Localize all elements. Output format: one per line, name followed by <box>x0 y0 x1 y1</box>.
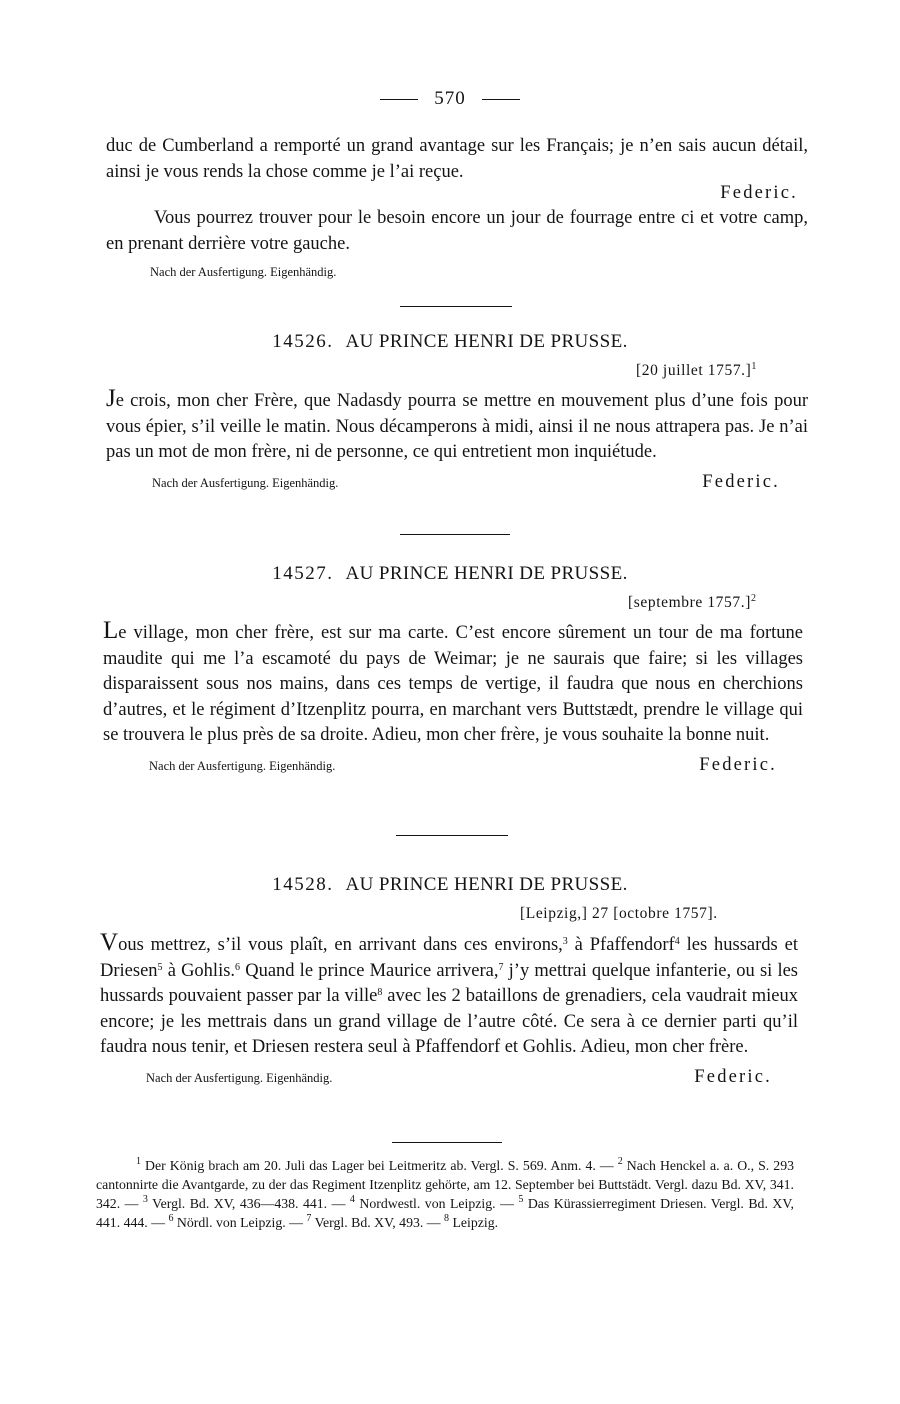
intro-letter-end <box>106 134 808 280</box>
letter-date-14528: [Leipzig,] 27 [octobre 1757]. <box>520 905 718 922</box>
dropcap: V <box>100 929 119 956</box>
letter-title: AU PRINCE HENRI DE PRUSSE. <box>345 331 628 352</box>
letter-footer-14526 <box>106 472 808 493</box>
separator-rule <box>396 835 508 836</box>
footnote-separator-rule <box>392 1142 502 1143</box>
page-number-dash-left <box>380 99 418 100</box>
letter-body-14528: Vous mettrez, s’il vous plaît, en arrivant dans ces environs,$^3$ à Pfaffendorf$^4$ les hussards et Driesen$^5$ à Gohlis.$^6$ Quand le prince Maurice arrivera,$^7$ j’y mettrai quelque infanterie, ou si les hussards pouvaient passer par la ville$^8$ avec les 2 bataillons de grenadiers, cela vaudrait mieux encore; je les mettrais dans un grand village de l’autre côté. Ce sera à ce dernier parti qu’il faudra nous tenir, et Driesen restera seul à Pfaffendorf et Gohlis. Adieu, mon cher frère. Nach der Ausfertigung. Eigenhändig. Federic. <box>100 929 798 1087</box>
footnote-ref: 6 <box>235 961 241 973</box>
dropcap: J <box>106 385 116 412</box>
footnote-ref: 8 <box>377 987 383 998</box>
letter-footer-14527 <box>103 755 803 776</box>
separator-rule <box>400 306 512 307</box>
letter-heading-14526 <box>0 331 900 353</box>
letter-footer-14528 <box>100 1067 798 1088</box>
letter-number: 14528. <box>272 874 334 895</box>
footnote-ref: 1 <box>751 361 758 372</box>
letter-body-14527: Le village, mon cher frère, est sur ma carte. C’est encore sûrement un tour de ma fortune maudite qui me l’a escamoté du pays de Weimar; je ne saurais que faire; si les villages disparaissent sous nos mains, dans ces temps de vertige, il faudra que nous en cherchions d’autres, et le régiment d’Itzenplitz pourra, en marchant vers Buttstædt, prendre le village qui se trouvera le plus près de sa droite. Adieu, mon cher frère, je vous souhaite la bonne nuit. Nach der Ausfertigung. Eigenhändig. Federic. <box>103 617 803 775</box>
letter-title: AU PRINCE HENRI DE PRUSSE. <box>345 874 628 895</box>
footnote-ref: 2 <box>750 593 757 604</box>
letter-title: AU PRINCE HENRI DE PRUSSE. <box>345 563 628 584</box>
dropcap: L <box>103 617 119 644</box>
letter-number: 14527. <box>272 563 334 584</box>
footnotes-text: $^1$ Der König brach am 20. Juli das Lager bei Leitmeritz ab. Vergl. S. 569. Anm. 4. — $^2$ Nach Henckel a. a. O., S. 293 cantonnirte die Avantgarde, zu der das Regiment Itzenplitz gehörte, am 12. September bei Buttstädt. Vergl. dazu Bd. XV, 341. 342. — $^3$ Vergl. Bd. XV, 436—438. 441. — $^4$ Nordwestl. von Leipzig. — $^5$ Das Kürassierregiment Driesen. Vergl. Bd. XV, 441. 444. — $^6$ Nördl. von Leipzig. — $^7$ Vergl. Bd. XV, 493. — $^8$ Leipzig. <box>96 1156 795 1230</box>
letter-source: Nach der Ausfertigung. Eigenhändig. <box>152 475 339 490</box>
letter-body-14526: Je crois, mon cher Frère, que Nadasdy pourra se mettre en mouvement plus d’une fois pour vous épier, s’il veille le matin. Nous décamperons à midi, ainsi il ne nous attrapera pas. Je n’ai pas un mot de mon frère, ni de personne, ce qui entretient mon inquiétude. Nach der Ausfertigung. Eigenhändig. Federic. <box>106 385 808 492</box>
letter-heading-14528 <box>0 874 900 896</box>
page-number: 570 <box>0 88 900 110</box>
intro-source: Nach der Ausfertigung. Eigenhändig. <box>150 265 337 279</box>
footnote-ref: 5 <box>157 961 163 973</box>
letter-number: 14526. <box>272 331 334 352</box>
letter-signature: Federic. <box>699 754 777 775</box>
letter-signature: Federic. <box>702 471 780 492</box>
letter-source: Nach der Ausfertigung. Eigenhändig. <box>149 758 336 773</box>
letter-heading-14527 <box>0 563 900 585</box>
footnotes <box>96 1156 794 1232</box>
page-number-dash-right <box>482 99 520 100</box>
letter-date-14527: [septembre 1757.]$^2$ <box>628 593 757 611</box>
letter-source: Nach der Ausfertigung. Eigenhändig. <box>146 1070 333 1085</box>
footnote-ref: 4 <box>674 936 680 947</box>
intro-postscript: Vous pourrez trouver pour le besoin encore un jour de fourrage entre ci et votre camp, en prenant derrière votre gauche. <box>106 208 808 254</box>
footnote-ref: 7 <box>498 961 504 973</box>
separator-rule <box>400 534 510 535</box>
intro-signature: Federic. <box>720 183 798 203</box>
letter-date-14526: [20 juillet 1757.]$^1$ <box>636 361 758 379</box>
letter-signature: Federic. <box>694 1066 772 1087</box>
intro-text: duc de Cumberland a remporté un grand avantage sur les Français; je n’en sais aucun détail, ainsi je vous rends la chose comme je l’ai reçue. <box>106 136 808 182</box>
footnote-ref: 3 <box>562 936 568 947</box>
